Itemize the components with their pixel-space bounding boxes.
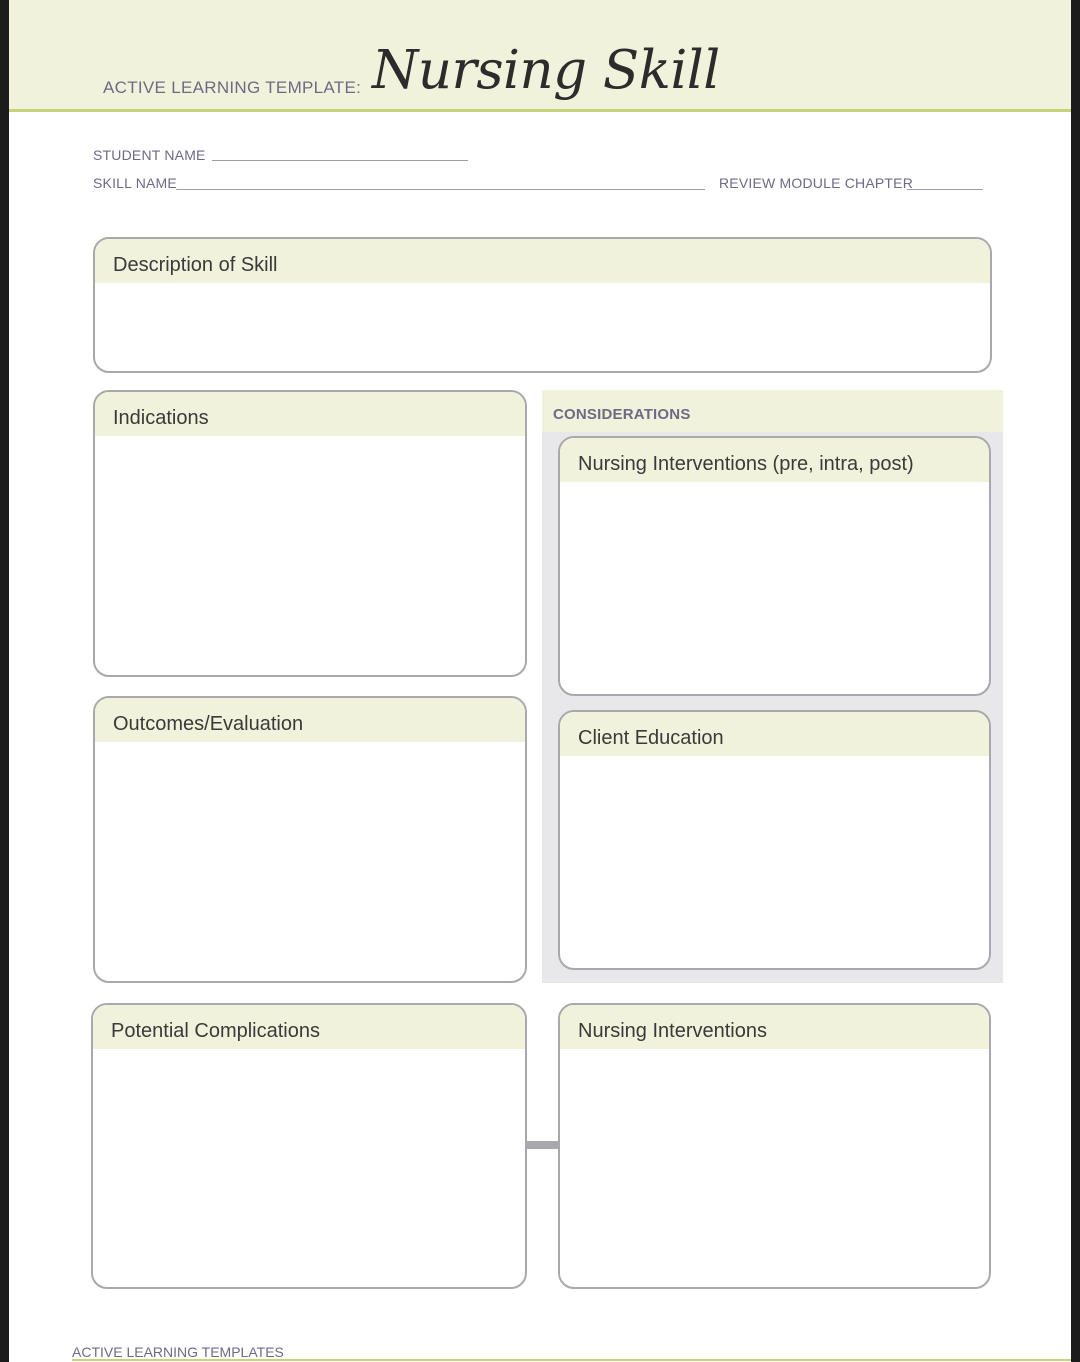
- description-of-skill-heading: Description of Skill: [95, 239, 990, 283]
- client-education-heading: Client Education: [560, 712, 989, 756]
- considerations-label: CONSIDERATIONS: [553, 406, 691, 423]
- footer-divider: [72, 1359, 1071, 1361]
- nursing-interventions-area[interactable]: [560, 1049, 989, 1287]
- page-title: Nursing Skill: [372, 40, 720, 101]
- nursing-interventions-pre-intra-post-box[interactable]: [558, 436, 991, 696]
- review-module-chapter-field[interactable]: [907, 189, 983, 190]
- template-page: [9, 0, 1071, 1362]
- outcomes-evaluation-box[interactable]: [93, 696, 527, 983]
- student-name-field[interactable]: [212, 160, 468, 161]
- student-name-label: STUDENT NAME: [93, 147, 206, 163]
- indications-box[interactable]: [93, 390, 527, 677]
- skill-name-label: SKILL NAME: [93, 175, 177, 191]
- indications-area[interactable]: [95, 436, 525, 675]
- template-label: ACTIVE LEARNING TEMPLATE:: [103, 78, 362, 97]
- connector-bar: [526, 1141, 558, 1149]
- potential-complications-area[interactable]: [93, 1049, 525, 1287]
- client-education-box[interactable]: [558, 710, 991, 970]
- client-education-area[interactable]: [560, 756, 989, 968]
- description-of-skill-box[interactable]: [93, 237, 992, 373]
- potential-complications-heading: Potential Complications: [93, 1005, 525, 1049]
- nursing-interventions-pre-intra-post-heading: Nursing Interventions (pre, intra, post): [560, 438, 989, 482]
- outcomes-evaluation-heading: Outcomes/Evaluation: [95, 698, 525, 742]
- considerations-header: [542, 390, 1003, 432]
- footer-label: ACTIVE LEARNING TEMPLATES: [72, 1344, 284, 1360]
- header-band: [9, 0, 1071, 112]
- skill-name-field[interactable]: [176, 189, 705, 190]
- indications-heading: Indications: [95, 392, 525, 436]
- nursing-interventions-box[interactable]: [558, 1003, 991, 1289]
- description-of-skill-area[interactable]: [95, 283, 990, 371]
- nursing-interventions-pre-intra-post-area[interactable]: [560, 482, 989, 694]
- outcomes-evaluation-area[interactable]: [95, 742, 525, 981]
- review-module-chapter-label: REVIEW MODULE CHAPTER: [719, 175, 913, 191]
- nursing-interventions-heading: Nursing Interventions: [560, 1005, 989, 1049]
- potential-complications-box[interactable]: [91, 1003, 527, 1289]
